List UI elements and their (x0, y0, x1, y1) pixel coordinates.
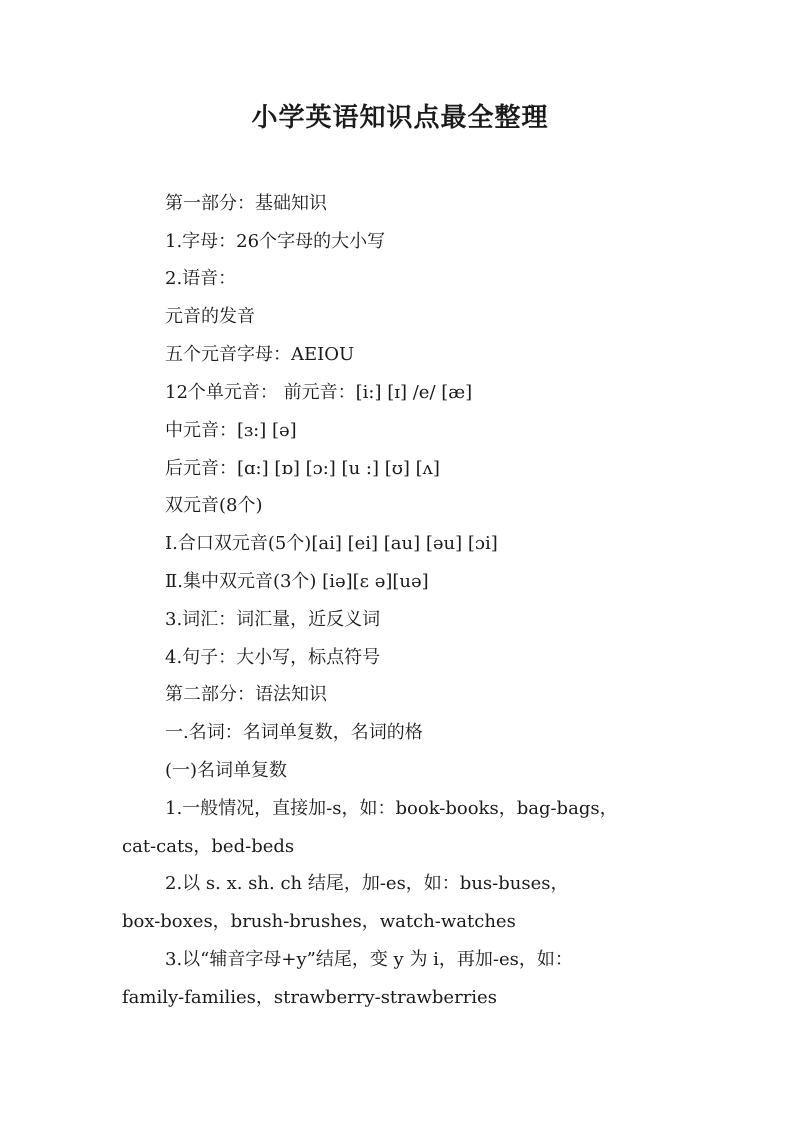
text-line: 一.名词：名词单复数，名词的格 (165, 722, 423, 743)
text-line: 双元音(8个) (165, 495, 263, 516)
text-line: Ⅱ.集中双元音(3个) [iə][ɛ ə][uə] (165, 571, 429, 592)
text-line: 后元音：[ɑ:] [ɒ] [ɔ:] [u :] [ʊ] [ʌ] (165, 458, 440, 479)
document-title: 小学英语知识点最全整理 (251, 103, 549, 133)
text-line: 五个元音字母：AEIOU (165, 344, 355, 365)
text-line: 第一部分：基础知识 (165, 193, 327, 214)
text-line: 1.一般情况，直接加-s，如：book-books，bag-bags， (165, 798, 618, 819)
text-line: 4.句子：大小写，标点符号 (165, 647, 381, 668)
text-line: Ⅰ.合口双元音(5个)[ai] [ei] [au] [əu] [ɔi] (165, 533, 498, 554)
text-line: 第二部分：语法知识 (165, 684, 327, 705)
text-line: 2.以 s. x. sh. ch 结尾，加-es，如：bus-buses， (165, 873, 569, 894)
text-line: (一)名词单复数 (165, 760, 288, 781)
text-line: 12个单元音： 前元音：[i:] [ɪ] /e/ [æ] (165, 382, 473, 403)
text-line: 元音的发音 (165, 306, 255, 327)
text-line: 2.语音： (165, 268, 237, 289)
text-line: cat-cats，bed-beds (122, 836, 295, 857)
text-line: 3.以“辅音字母+y”结尾，变 y 为 i，再加-es，如： (165, 949, 573, 970)
text-line: 3.词汇：词汇量，近反义词 (165, 609, 381, 630)
text-line: 中元音：[ɜ:] [ə] (165, 420, 297, 441)
text-line: 1.字母：26个字母的大小写 (165, 231, 386, 252)
text-line: box-boxes，brush-brushes，watch-watches (122, 911, 516, 932)
text-line: family-families，strawberry-strawberries (122, 987, 497, 1008)
